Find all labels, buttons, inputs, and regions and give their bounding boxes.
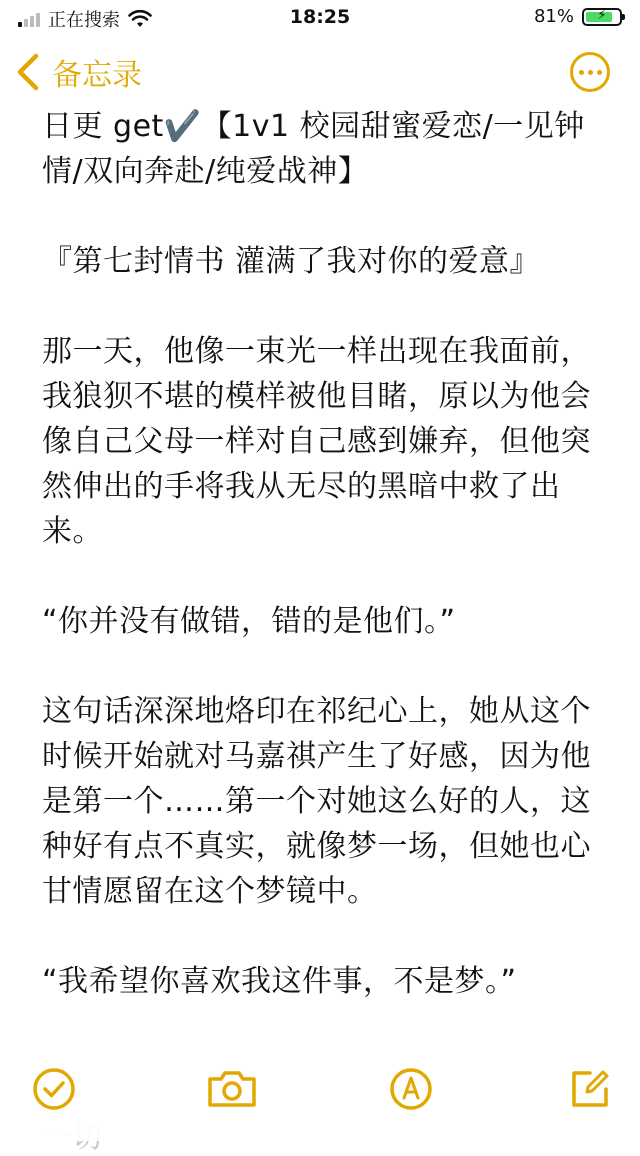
note-body[interactable] (42, 104, 612, 1049)
more-dot-icon (597, 70, 602, 75)
battery-percent: 81% (533, 6, 574, 27)
battery-icon (582, 8, 622, 26)
note-paragraph: 『第七封情书 灌满了我对你的爱意』 (42, 244, 541, 279)
note-paragraph: “你并没有做错，错的是他们。” (42, 604, 456, 639)
camera-icon (206, 1065, 258, 1113)
nav-bar (0, 40, 640, 104)
markup-button[interactable] (387, 1065, 435, 1113)
note-title: 日更 get✔️【1v1 校园甜蜜爱恋/一见钟情/双向奔赴/纯爱战神】 (42, 109, 585, 189)
note-paragraph: 这句话深深地烙印在祁纪心上，她从这个时候开始就对马嘉祺产生了好感，因为他是第一个……第一个对她这么好的人，这种好有点不真实，就像梦一场，但她也心甘情愿留在这个梦镜中。 (42, 694, 591, 909)
note-paragraph: “我希望你喜欢我这件事，不是梦。” (42, 964, 517, 999)
more-options-button[interactable] (570, 52, 610, 92)
markup-icon (387, 1065, 435, 1113)
camera-button[interactable] (206, 1065, 258, 1113)
compose-button[interactable] (566, 1065, 614, 1113)
more-dot-icon (579, 70, 584, 75)
checklist-button[interactable] (30, 1065, 78, 1113)
charging-bolt-icon: ⚡ (597, 7, 607, 23)
status-right (534, 6, 622, 27)
status-time: 18:25 (289, 6, 351, 28)
status-bar (0, 0, 640, 36)
back-label: 备忘录 (52, 58, 142, 93)
more-dot-icon (588, 70, 593, 75)
bottom-toolbar (0, 1051, 640, 1141)
compose-icon (566, 1065, 614, 1113)
chevron-left-icon (12, 52, 46, 92)
back-button[interactable] (12, 50, 142, 94)
note-paragraph: 那一天，他像一束光一样出现在我面前，我狼狈不堪的模样被他目睹，原以为他会像自己父母一样对自己感到嫌弃，但他突然伸出的手将我从无尽的黑暗中救了出来。 (42, 334, 591, 549)
carrier-label: 正在搜索 (48, 10, 120, 31)
checklist-icon (30, 1065, 78, 1113)
